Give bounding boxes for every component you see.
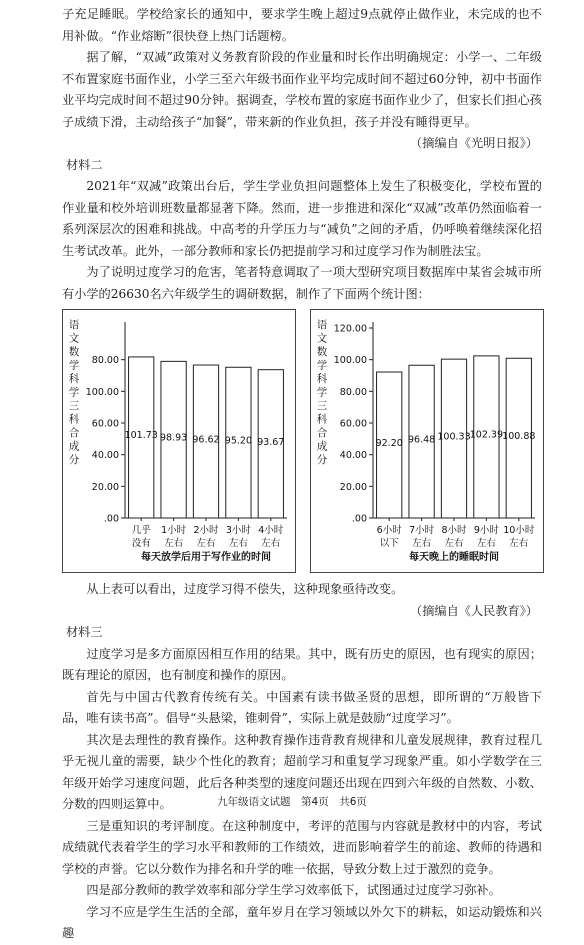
x-tick-label: 7小时 [409, 525, 435, 536]
y-tick-label: 80.00 [91, 355, 119, 367]
bar-value-label: 93.67 [257, 436, 285, 448]
section-heading: 材料二 [66, 157, 103, 172]
bar-value-label: 98.93 [159, 432, 188, 444]
x-tick-label: 左右 [444, 538, 464, 549]
paragraph: 学习不应是学生生活的全部，童年岁月在学习领域以外欠下的耕耘，如运动锻炼和兴趣 [62, 904, 542, 940]
x-tick-label: 1小时 [161, 525, 187, 536]
x-tick-label: 6小时 [376, 525, 402, 536]
x-tick-label: 左右 [509, 538, 529, 549]
bar-value-label: 96.48 [407, 434, 436, 446]
paragraph: 三是重知识的考评制度。在这种制度中，考评的范围与内容就是教材中的内容，考试成绩就代表着学生的学习水平和教师的工作绩效，进而影响着学生的前途、教师的待遇和学校的声誉。它以分数作为排名和升学的唯一依据，导致分数上过于激烈的竞争。 [62, 818, 542, 876]
y-axis-label-char: 分 [68, 454, 80, 466]
y-axis-label-char: 文 [316, 332, 328, 345]
paragraph: 2021年“双减”政策出台后，学生学业负担问题整体上发生了积极变化，学校布置的作业量和校外培训班数量都显著下降。然而，进一步推进和深化“双减”改革仍然面临着一系列深层次的困难和挑战。中高考的升学压力与“减负”之间的矛盾，仍呼唤着继续深化招生考试改革。此外，一部分教师和家长仍把提前学习和过度学习作为制胜法宝。 [62, 179, 542, 258]
y-axis-label-char: 文 [68, 332, 80, 345]
y-axis-label-char: 科 [316, 413, 328, 426]
homework-time-chart [62, 309, 296, 573]
y-axis-label-char: 成 [316, 440, 328, 453]
x-tick-label: 3小时 [225, 525, 251, 536]
section-heading: 材料三 [66, 625, 103, 639]
bar-value-label: 95.20 [224, 435, 253, 447]
x-tick-label: 左右 [196, 538, 216, 549]
paragraph: 从上表可以看出，过度学习得不偿失，这种现象亟待改变。 [86, 582, 404, 596]
y-tick-label: .00 [103, 513, 119, 525]
y-tick-label: 20.00 [339, 481, 367, 493]
paragraph: 四是部分教师的教学效率和部分学生学习效率低下，试图通过过度学习弥补。 [86, 883, 501, 897]
bar-value-label: 101.73 [124, 430, 158, 442]
charts-row [62, 309, 542, 579]
bar-value-label: 102.39 [469, 429, 504, 441]
x-tick-label: 左右 [228, 538, 248, 549]
y-axis-label-char: 数 [68, 346, 80, 358]
y-tick-label: .00 [351, 513, 367, 525]
x-tick-label: 10小时 [503, 525, 535, 536]
y-axis-label-char: 三 [68, 400, 80, 412]
source-citation: （摘编自《光明日报》） [410, 136, 538, 150]
y-axis-label-char: 学 [68, 359, 80, 372]
source-citation: （摘编自《人民教育》） [410, 603, 538, 618]
y-axis-label-char: 合 [316, 427, 328, 439]
y-axis-label-char: 科 [68, 373, 80, 385]
y-axis-label-char: 学 [68, 386, 80, 399]
y-tick-label: 100.00 [333, 355, 367, 367]
paragraph: 子充足睡眠。学校给家长的通知中，要求学生晚上超过9点就停止做作业，未完成的也不用补做。“作业熔断”很快登上热门话题榜。 [62, 7, 542, 43]
y-axis-label-char: 合 [68, 427, 80, 439]
y-tick-label: 60.00 [339, 418, 367, 430]
x-tick-label: 以下 [379, 538, 399, 549]
y-axis-label-char: 语 [68, 319, 80, 331]
sleep-time-chart [310, 309, 544, 573]
paragraph: 其次是去理性的教育操作。这种教育操作违背教育规律和儿童发展规律，教育过程几乎无视儿童的需要，缺少个性化的教育；超前学习和重复学习现象严重。如小学数学在三年级开始学习速度问题，此后各种类型的速度问题还出现在四到六年级的自然数、小数、分数的四则运算中。 [62, 732, 542, 811]
y-axis-label-char: 数 [316, 346, 328, 358]
x-tick-label: 左右 [476, 538, 496, 549]
bar-value-label: 96.62 [192, 434, 220, 446]
y-tick-label: 80.00 [339, 386, 367, 398]
y-axis-label-char: 三 [316, 400, 328, 412]
y-tick-label: 60.00 [91, 418, 119, 430]
x-axis-title: 每天晚上的睡眠时间 [409, 552, 499, 563]
y-axis-label-char: 科 [316, 373, 328, 385]
x-tick-label: 2小时 [193, 525, 219, 536]
paragraph: 过度学习是多方面原因相互作用的结果。其中，既有历史的原因，也有现实的原因；既有理论的原因，也有制度和操作的原因。 [62, 646, 542, 682]
y-tick-label: 40.00 [91, 450, 119, 462]
bar-value-label: 100.88 [502, 430, 536, 442]
chart-svg [311, 310, 543, 572]
y-axis-label-char: 学 [316, 359, 328, 372]
y-axis-label-char: 科 [68, 413, 80, 426]
x-tick-label: 左右 [164, 538, 184, 549]
x-tick-label: 8小时 [441, 525, 467, 536]
bar-value-label: 100.33 [437, 431, 471, 443]
chart-svg [63, 310, 295, 572]
y-axis-label-char: 学 [316, 386, 328, 399]
paragraph: 据了解，“双减”政策对义务教育阶段的作业量和时长作出明确规定：小学一、二年级不布置家庭书面作业，小学三至六年级书面作业平均完成时间不超过60分钟，初中书面作业平均完成时间不超过90分钟。据调查，学校布置的家庭书面作业少了，但家长们担心孩子成绩下滑，主动给孩子“加餐”，带来新的作业负担，孩子并没有睡得更早。 [62, 50, 542, 129]
x-tick-label: 左右 [261, 538, 281, 549]
y-axis-label-char: 成 [68, 440, 80, 453]
x-tick-label: 几乎 [131, 525, 151, 536]
bar-value-label: 92.20 [375, 438, 403, 450]
y-axis-label-char: 分 [316, 454, 328, 466]
y-axis-label-char: 语 [316, 319, 328, 331]
y-tick-label: 40.00 [339, 450, 367, 462]
y-tick-label: 100.00 [85, 386, 119, 398]
paragraph: 首先与中国古代教育传统有关。中国素有读书做圣贤的思想，即所谓的“万般皆下品，唯有读书高”。倡导“头悬梁，锥刺骨”，实际上就是鼓励“过度学习”。 [62, 689, 542, 725]
x-axis-title: 每天放学后用于写作业的时间 [141, 552, 271, 563]
y-tick-label: 20.00 [91, 481, 119, 493]
x-tick-label: 左右 [412, 538, 432, 549]
x-tick-label: 没有 [131, 538, 151, 549]
x-tick-label: 9小时 [473, 525, 499, 536]
paragraph: 为了说明过度学习的危害，笔者特意调取了一项大型研究项目数据库中某省会城市所有小学的26630名六年级学生的调研数据，制作了下面两个统计图： [62, 265, 542, 301]
x-tick-label: 4小时 [258, 525, 284, 536]
y-tick-label: 120.00 [333, 323, 367, 335]
page-footer: 九年级语文试题 第4页 共6页 [217, 796, 367, 808]
